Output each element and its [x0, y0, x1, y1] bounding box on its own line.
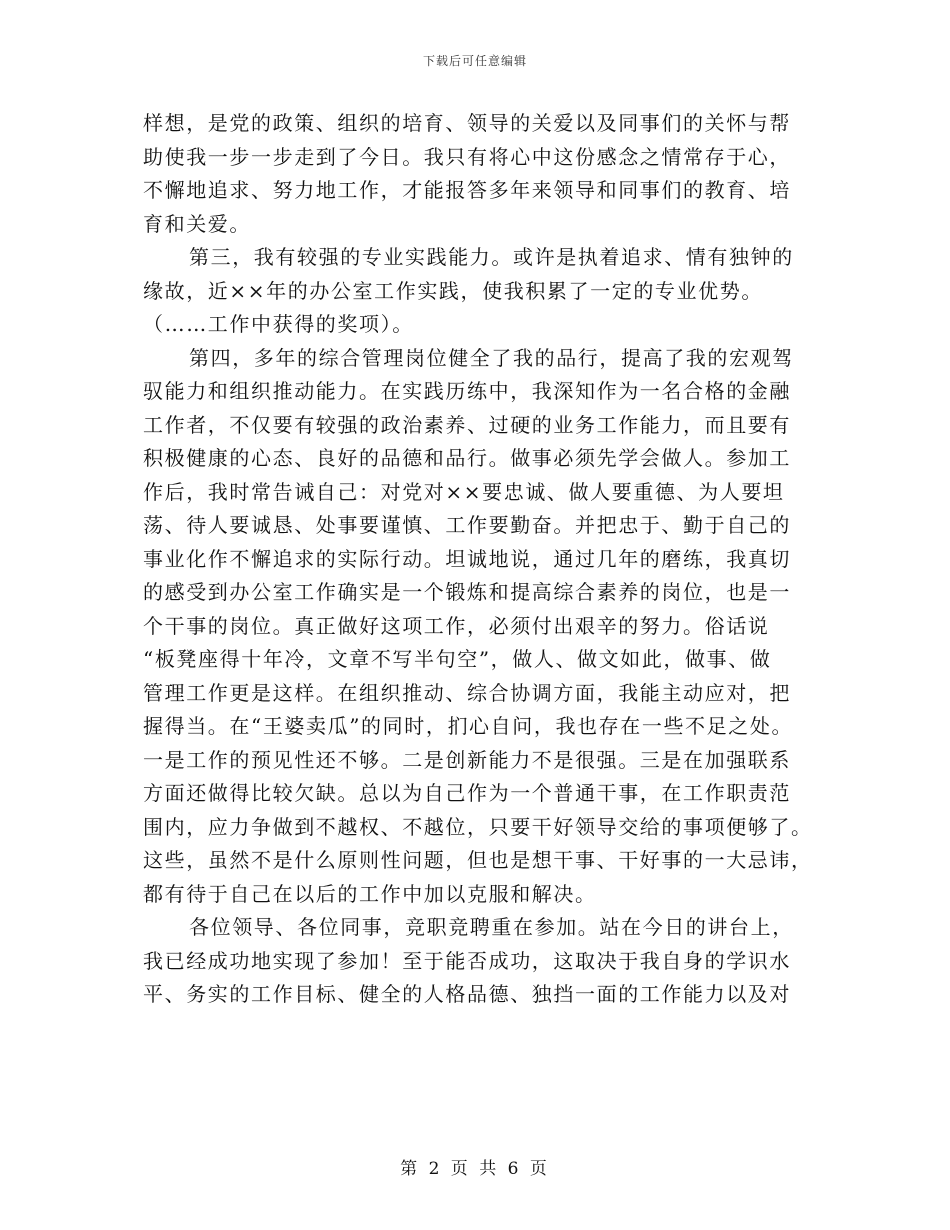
text-line: 我已经成功地实现了参加！至于能否成功，这取决于我自身的学识水: [143, 948, 791, 973]
text-line: 事业化作不懈追求的实际行动。坦诚地说，通过几年的磨练，我真切: [143, 546, 791, 571]
paragraph-start-line: 各位领导、各位同事，竞职竞聘重在参加。站在今日的讲台上，: [189, 915, 794, 939]
paragraph-start-line: 第四，多年的综合管理岗位健全了我的品行，提高了我的宏观驾: [189, 345, 794, 370]
text-line: 育和关爱。: [143, 211, 251, 236]
page-number: 第 2 页 共 6 页: [400, 1159, 550, 1179]
text-line: 都有待于自己在以后的工作中加以克服和解决。: [143, 881, 597, 906]
text-line: 不懈地追求、努力地工作，才能报答多年来领导和同事们的教育、培: [143, 178, 791, 202]
text-line: 积极健康的心态、良好的品德和品行。做事必须先学会做人。参加工: [143, 446, 791, 470]
text-line: 样想，是党的政策、组织的培育、领导的关爱以及同事们的关怀与帮: [143, 111, 791, 135]
text-line: 一是工作的预见性还不够。二是创新能力不是很强。三是在加强联系: [143, 747, 791, 772]
page-header: 下载后可任意编辑: [422, 54, 527, 68]
text-line: 助使我一步一步走到了今日。我只有将心中这份感念之情常存于心，: [143, 144, 791, 169]
text-line: 作后，我时常告诫自己：对党对××要忠诚、做人要重德、为人要坦: [143, 479, 785, 504]
text-line: 的感受到办公室工作确实是一个锻炼和提高综合素养的岗位，也是一: [143, 580, 791, 604]
text-line: 握得当。在“王婆卖瓜”的同时，扪心自问，我也存在一些不足之处。: [143, 714, 794, 738]
text-line: 管理工作更是这样。在组织推动、综合协调方面，我能主动应对，把: [143, 680, 791, 705]
text-line: 这些，虽然不是什么原则性问题，但也是想干事、干好事的一大忌讳，: [143, 848, 813, 872]
paragraph-start-line: 第三，我有较强的专业实践能力。或许是执着追求、情有独钟的: [189, 245, 794, 269]
text-line: 围内，应力争做到不越权、不越位，只要干好领导交给的事项便够了。: [143, 814, 813, 839]
text-line: 缘故，近××年的办公室工作实践，使我积累了一定的专业优势。: [143, 278, 763, 303]
text-line: 驭能力和组织推动能力。在实践历练中，我深知作为一名合格的金融: [143, 379, 791, 403]
document-body: [143, 107, 813, 1012]
text-line: （……工作中获得的奖项）。: [143, 312, 414, 336]
text-line: 工作者，不仅要有较强的政治素养、过硬的业务工作能力，而且要有: [143, 412, 791, 437]
text-line: 平、务实的工作目标、健全的人格品德、独挡一面的工作能力以及对: [143, 982, 791, 1006]
text-line: “板凳座得十年冷，文章不写半句空”，做人、做文如此，做事、做: [143, 647, 772, 671]
text-line: 个干事的岗位。真正做好这项工作，必须付出艰辛的努力。俗话说: [143, 613, 770, 638]
text-line: 方面还做得比较欠缺。总以为自己作为一个普通干事，在工作职责范: [143, 781, 791, 805]
text-line: 荡、待人要诚恳、处事要谨慎、工作要勤奋。并把忠于、勤于自己的: [143, 513, 791, 537]
